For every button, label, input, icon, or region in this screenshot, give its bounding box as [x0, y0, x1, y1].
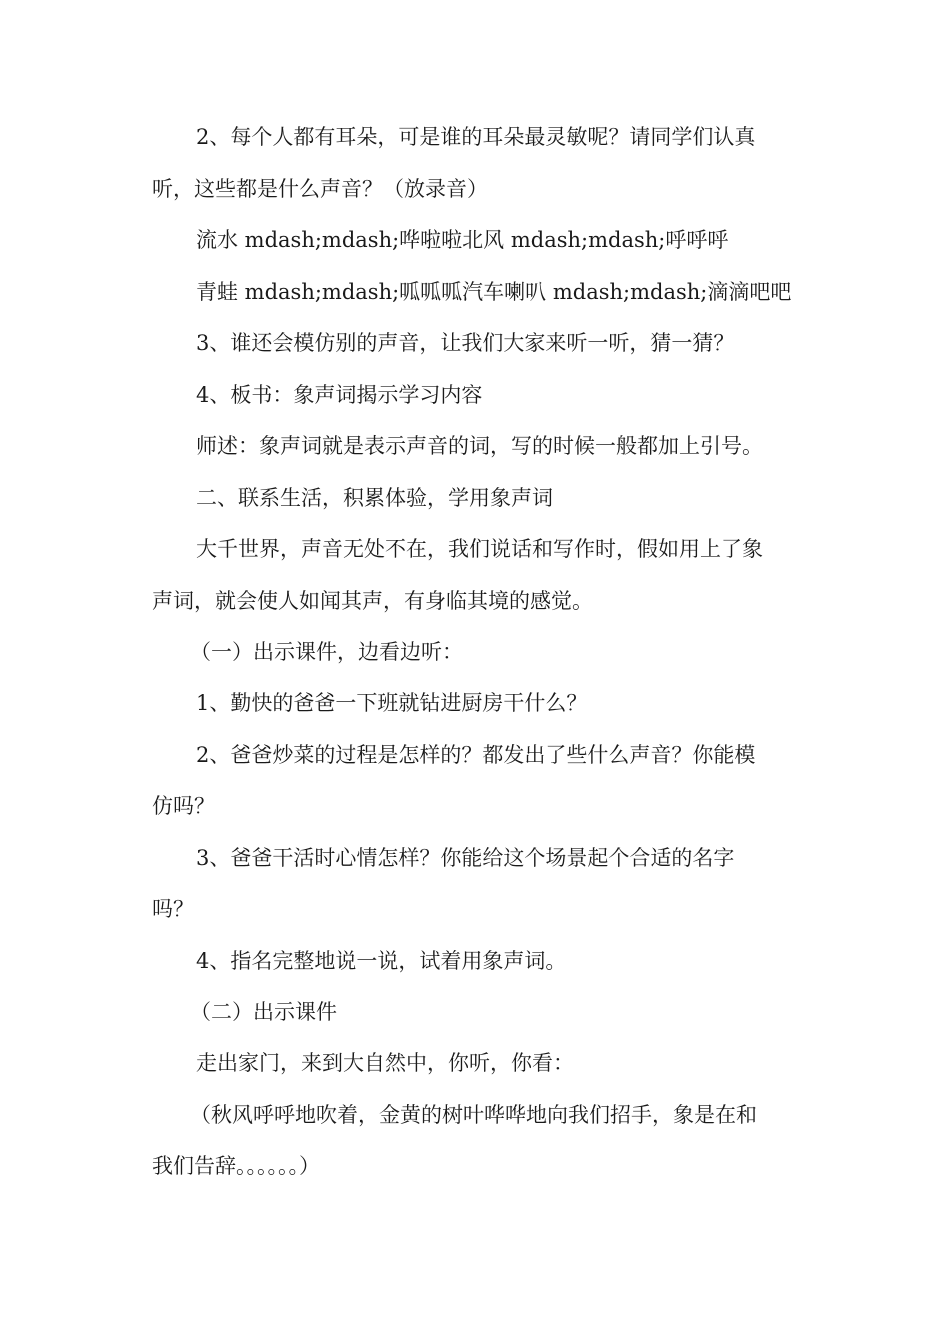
text-line: 走出家门，来到大自然中，你听，你看：: [196, 1051, 574, 1075]
text-line: 2、每个人都有耳朵，可是谁的耳朵最灵敏呢？请同学们认真: [196, 125, 756, 149]
text-line: 3、谁还会模仿别的声音，让我们大家来听一听，猜一猜？: [196, 331, 735, 355]
text-line: 青蛙 mdash;mdash;呱呱呱汽车喇叭 mdash;mdash;滴滴吧吧: [196, 280, 792, 304]
text-line: 大千世界，声音无处不在，我们说话和写作时，假如用上了象: [196, 537, 763, 561]
text-line: 1、勤快的爸爸一下班就钻进厨房干什么？: [196, 691, 588, 715]
text-line: 我们告辞。。。。。。）: [152, 1154, 320, 1178]
text-line: 师述：象声词就是表示声音的词，写的时候一般都加上引号。: [196, 434, 763, 458]
text-line: 流水 mdash;mdash;哗啦啦北风 mdash;mdash;呼呼呼: [196, 228, 729, 252]
text-line: 声词，就会使人如闻其声，有身临其境的感觉。: [152, 589, 593, 613]
text-line: 听，这些都是什么声音？（放录音）: [152, 177, 488, 201]
subsection-heading: （一）出示课件，边看边听：: [190, 640, 463, 664]
subsection-heading: （二）出示课件: [190, 1000, 337, 1024]
text-line: （秋风呼呼地吹着，金黄的树叶哗哗地向我们招手，象是在和: [190, 1103, 757, 1127]
text-line: 2、爸爸炒菜的过程是怎样的？都发出了些什么声音？你能模: [196, 743, 756, 767]
text-line: 吗？: [152, 897, 194, 921]
text-line: 3、爸爸干活时心情怎样？你能给这个场景起个合适的名字: [196, 846, 735, 870]
text-line: 仿吗？: [152, 794, 215, 818]
section-heading: 二、联系生活，积累体验，学用象声词: [196, 486, 553, 510]
text-line: 4、板书：象声词揭示学习内容: [196, 383, 483, 407]
text-line: 4、指名完整地说一说，试着用象声词。: [196, 949, 567, 973]
